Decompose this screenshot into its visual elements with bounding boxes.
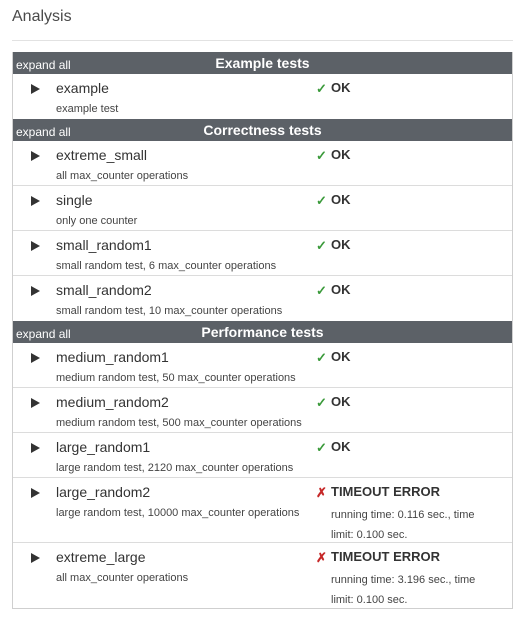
- test-description: all max_counter operations: [56, 170, 189, 182]
- test-name[interactable]: small_random1: [56, 237, 152, 253]
- test-description: large random test, 2120 max_counter operations: [56, 462, 294, 474]
- expand-all-link[interactable]: expand all: [16, 125, 71, 139]
- test-row: [13, 74, 512, 119]
- test-row: [13, 186, 512, 231]
- section-header: [13, 119, 512, 141]
- expand-all-link[interactable]: expand all: [16, 327, 71, 341]
- expand-triangle-icon[interactable]: [31, 488, 40, 498]
- test-status: TIMEOUT ERROR: [331, 484, 441, 499]
- test-name[interactable]: extreme_large: [56, 549, 146, 565]
- test-row: [13, 231, 512, 276]
- section-example-tests: [13, 52, 512, 119]
- expand-triangle-icon[interactable]: [31, 553, 40, 563]
- expand-triangle-icon[interactable]: [31, 84, 40, 94]
- test-name[interactable]: single: [56, 192, 93, 208]
- test-status: OK: [331, 192, 351, 207]
- section-correctness-tests: [13, 119, 512, 321]
- section-performance-tests: [13, 321, 512, 608]
- test-status: OK: [331, 282, 351, 297]
- test-name[interactable]: medium_random1: [56, 349, 169, 365]
- test-row: [13, 276, 512, 321]
- status-detail: running time: 0.116 sec., time limit: 0.100 sec.: [331, 509, 475, 541]
- expand-triangle-icon[interactable]: [31, 443, 40, 453]
- expand-triangle-icon[interactable]: [31, 398, 40, 408]
- test-name[interactable]: extreme_small: [56, 147, 148, 163]
- results-panel: [12, 52, 513, 609]
- expand-triangle-icon[interactable]: [31, 241, 40, 251]
- test-description: example test: [56, 103, 119, 115]
- test-status: OK: [331, 80, 351, 95]
- test-row: [13, 478, 512, 543]
- expand-triangle-icon[interactable]: [31, 151, 40, 161]
- test-row: [13, 543, 512, 608]
- test-name[interactable]: example: [56, 80, 109, 96]
- test-description: all max_counter operations: [56, 572, 189, 584]
- test-description: medium random test, 500 max_counter operations: [56, 417, 302, 429]
- check-icon: ✓: [316, 193, 327, 208]
- test-description: small random test, 6 max_counter operations: [56, 260, 277, 272]
- test-description: large random test, 10000 max_counter operations: [56, 507, 300, 519]
- section-title: Correctness tests: [203, 122, 322, 138]
- status-detail: running time: 3.196 sec., time limit: 0.100 sec.: [331, 574, 476, 606]
- page-title: Analysis: [12, 8, 72, 25]
- check-icon: ✓: [316, 395, 327, 410]
- expand-triangle-icon[interactable]: [31, 353, 40, 363]
- test-row: [13, 433, 512, 478]
- check-icon: ✓: [316, 283, 327, 298]
- test-status: OK: [331, 237, 351, 252]
- test-row: [13, 388, 512, 433]
- test-description: only one counter: [56, 215, 138, 227]
- test-status: OK: [331, 147, 351, 162]
- test-status: OK: [331, 439, 351, 454]
- cross-icon: ✗: [316, 550, 327, 565]
- test-row: [13, 343, 512, 388]
- check-icon: ✓: [316, 350, 327, 365]
- test-status: TIMEOUT ERROR: [331, 549, 441, 564]
- test-row: [13, 141, 512, 186]
- cross-icon: ✗: [316, 485, 327, 500]
- test-name[interactable]: large_random2: [56, 484, 151, 500]
- test-description: small random test, 10 max_counter operations: [56, 305, 283, 317]
- test-name[interactable]: medium_random2: [56, 394, 169, 410]
- check-icon: ✓: [316, 440, 327, 455]
- expand-triangle-icon[interactable]: [31, 196, 40, 206]
- check-icon: ✓: [316, 238, 327, 253]
- section-header: [13, 52, 512, 74]
- test-name[interactable]: small_random2: [56, 282, 152, 298]
- section-title: Performance tests: [201, 324, 324, 340]
- test-description: medium random test, 50 max_counter operations: [56, 372, 296, 384]
- test-name[interactable]: large_random1: [56, 439, 151, 455]
- section-header: [13, 321, 512, 343]
- title-divider: [12, 40, 513, 41]
- test-status: OK: [331, 394, 351, 409]
- expand-triangle-icon[interactable]: [31, 286, 40, 296]
- check-icon: ✓: [316, 81, 327, 96]
- test-status: OK: [331, 349, 351, 364]
- section-title: Example tests: [215, 55, 310, 71]
- expand-all-link[interactable]: expand all: [16, 58, 71, 72]
- check-icon: ✓: [316, 148, 327, 163]
